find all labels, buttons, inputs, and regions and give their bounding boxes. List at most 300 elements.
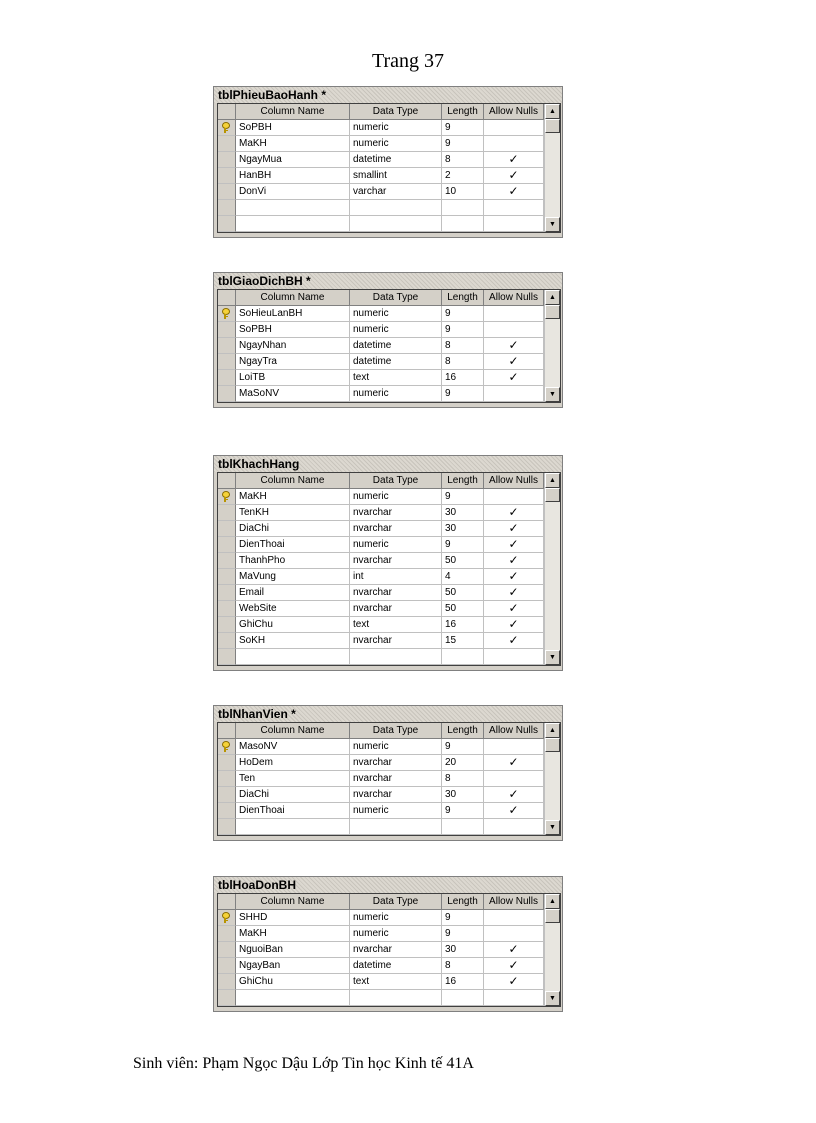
allow-nulls-header[interactable]: Allow Nulls: [484, 473, 544, 489]
scrollbar-thumb[interactable]: [545, 305, 560, 319]
empty-cell[interactable]: [484, 990, 544, 1006]
panel-bottom-edge: [214, 836, 562, 840]
column-name-cell[interactable]: NgayTra: [236, 354, 350, 370]
column-name-cell[interactable]: DonVi: [236, 184, 350, 200]
data-type-cell[interactable]: nvarchar: [350, 942, 442, 958]
panel-bottom-edge: [214, 403, 562, 407]
scrollbar-thumb[interactable]: [545, 909, 560, 923]
length-cell[interactable]: 8: [442, 152, 484, 168]
length-cell[interactable]: 9: [442, 120, 484, 136]
table-row[interactable]: [218, 386, 560, 402]
length-cell[interactable]: 9: [442, 489, 484, 505]
allow-nulls-header[interactable]: Allow Nulls: [484, 894, 544, 910]
primary-key-icon: [221, 308, 231, 319]
length-cell[interactable]: 16: [442, 370, 484, 386]
table-row[interactable]: [218, 910, 560, 926]
allow-nulls-cell[interactable]: [484, 633, 544, 649]
data-type-cell[interactable]: datetime: [350, 152, 442, 168]
allow-nulls-cell[interactable]: [484, 617, 544, 633]
table-row[interactable]: [218, 958, 560, 974]
length-cell[interactable]: 2: [442, 168, 484, 184]
data-type-cell[interactable]: nvarchar: [350, 633, 442, 649]
panel-bottom-edge: [214, 666, 562, 670]
data-type-cell[interactable]: numeric: [350, 489, 442, 505]
table-title[interactable]: tblGiaoDichBH *: [214, 273, 562, 289]
check-icon: ✓: [508, 755, 519, 769]
row-selector[interactable]: [218, 974, 236, 990]
row-selector[interactable]: [218, 755, 236, 771]
data-type-header[interactable]: Data Type: [350, 473, 442, 489]
column-name-cell[interactable]: MaVung: [236, 569, 350, 585]
length-cell[interactable]: 30: [442, 505, 484, 521]
length-header[interactable]: Length: [442, 104, 484, 120]
allow-nulls-cell[interactable]: [484, 354, 544, 370]
empty-cell[interactable]: [442, 649, 484, 665]
column-name-cell[interactable]: DienThoai: [236, 537, 350, 553]
data-type-cell[interactable]: nvarchar: [350, 787, 442, 803]
column-name-cell[interactable]: SoKH: [236, 633, 350, 649]
empty-cell[interactable]: [236, 990, 350, 1006]
allow-nulls-cell[interactable]: [484, 958, 544, 974]
length-cell[interactable]: 30: [442, 942, 484, 958]
data-type-header[interactable]: Data Type: [350, 104, 442, 120]
blank-row[interactable]: [218, 819, 560, 835]
length-cell[interactable]: 8: [442, 958, 484, 974]
row-selector[interactable]: [218, 216, 236, 232]
row-selector[interactable]: [218, 386, 236, 402]
row-selector-header: [218, 104, 236, 120]
allow-nulls-cell[interactable]: [484, 322, 544, 338]
data-type-cell[interactable]: numeric: [350, 537, 442, 553]
length-cell[interactable]: 10: [442, 184, 484, 200]
allow-nulls-cell[interactable]: [484, 386, 544, 402]
empty-cell[interactable]: [442, 200, 484, 216]
check-icon: ✓: [508, 184, 519, 198]
empty-cell[interactable]: [350, 649, 442, 665]
data-type-cell[interactable]: text: [350, 974, 442, 990]
blank-row[interactable]: [218, 200, 560, 216]
allow-nulls-cell[interactable]: [484, 370, 544, 386]
table-row[interactable]: [218, 322, 560, 338]
row-selector[interactable]: [218, 537, 236, 553]
column-name-cell[interactable]: NgayMua: [236, 152, 350, 168]
row-selector[interactable]: [218, 803, 236, 819]
row-selector[interactable]: [218, 633, 236, 649]
data-type-cell[interactable]: numeric: [350, 926, 442, 942]
table-row[interactable]: [218, 803, 560, 819]
length-cell[interactable]: 15: [442, 633, 484, 649]
empty-cell[interactable]: [442, 216, 484, 232]
data-type-cell[interactable]: datetime: [350, 338, 442, 354]
table-panel: [213, 272, 563, 408]
column-name-header[interactable]: Column Name: [236, 723, 350, 739]
blank-row[interactable]: [218, 216, 560, 232]
column-name-cell[interactable]: HanBH: [236, 168, 350, 184]
check-icon: ✓: [508, 152, 519, 166]
allow-nulls-header[interactable]: Allow Nulls: [484, 290, 544, 306]
row-selector[interactable]: [218, 152, 236, 168]
length-cell[interactable]: 9: [442, 136, 484, 152]
data-type-cell[interactable]: nvarchar: [350, 521, 442, 537]
allow-nulls-cell[interactable]: [484, 537, 544, 553]
column-name-cell[interactable]: Email: [236, 585, 350, 601]
key-tooth: [226, 920, 228, 921]
primary-key-icon: [221, 122, 231, 133]
table-title[interactable]: tblHoaDonBH: [214, 877, 562, 893]
allow-nulls-cell[interactable]: [484, 601, 544, 617]
vertical-scrollbar[interactable]: [544, 723, 560, 835]
row-selector[interactable]: [218, 926, 236, 942]
scrollbar-thumb[interactable]: [545, 119, 560, 133]
column-name-cell[interactable]: Ten: [236, 771, 350, 787]
allow-nulls-cell[interactable]: [484, 168, 544, 184]
table-row[interactable]: [218, 771, 560, 787]
row-selector[interactable]: [218, 184, 236, 200]
empty-cell[interactable]: [236, 216, 350, 232]
data-type-cell[interactable]: nvarchar: [350, 585, 442, 601]
length-cell[interactable]: 8: [442, 338, 484, 354]
column-name-cell[interactable]: NgayNhan: [236, 338, 350, 354]
check-icon: ✓: [508, 617, 519, 631]
data-type-cell[interactable]: int: [350, 569, 442, 585]
key-tooth: [226, 499, 228, 500]
table-row[interactable]: [218, 370, 560, 386]
allow-nulls-cell[interactable]: [484, 569, 544, 585]
check-icon: ✓: [508, 521, 519, 535]
row-selector[interactable]: [218, 601, 236, 617]
row-selector[interactable]: [218, 958, 236, 974]
length-header[interactable]: Length: [442, 473, 484, 489]
allow-nulls-cell[interactable]: [484, 120, 544, 136]
table-panel: [213, 876, 563, 1012]
column-name-cell[interactable]: MaSoNV: [236, 386, 350, 402]
length-cell[interactable]: 16: [442, 617, 484, 633]
row-selector[interactable]: [218, 370, 236, 386]
table-panel: [213, 455, 563, 671]
row-selector[interactable]: [218, 521, 236, 537]
column-grid: [217, 103, 561, 233]
empty-cell[interactable]: [350, 216, 442, 232]
allow-nulls-cell[interactable]: [484, 755, 544, 771]
row-selector[interactable]: [218, 306, 236, 322]
row-selector[interactable]: [218, 505, 236, 521]
column-name-header[interactable]: Column Name: [236, 104, 350, 120]
allow-nulls-header[interactable]: Allow Nulls: [484, 723, 544, 739]
check-icon: ✓: [508, 354, 519, 368]
length-cell[interactable]: 8: [442, 354, 484, 370]
length-header[interactable]: Length: [442, 723, 484, 739]
blank-row[interactable]: [218, 649, 560, 665]
panel-bottom-edge: [214, 1007, 562, 1011]
row-selector[interactable]: [218, 942, 236, 958]
column-name-cell[interactable]: SoPBH: [236, 120, 350, 136]
table-row[interactable]: [218, 521, 560, 537]
table-row[interactable]: [218, 585, 560, 601]
table-row[interactable]: [218, 168, 560, 184]
scroll-up-arrow-icon[interactable]: ▲: [545, 894, 560, 909]
table-row[interactable]: [218, 505, 560, 521]
column-name-cell[interactable]: DienThoai: [236, 803, 350, 819]
table-row[interactable]: [218, 926, 560, 942]
column-name-header[interactable]: Column Name: [236, 894, 350, 910]
allow-nulls-cell[interactable]: [484, 184, 544, 200]
table-row[interactable]: [218, 489, 560, 505]
vertical-scrollbar[interactable]: [544, 894, 560, 1006]
row-selector[interactable]: [218, 354, 236, 370]
row-selector[interactable]: [218, 168, 236, 184]
allow-nulls-cell[interactable]: [484, 771, 544, 787]
empty-cell[interactable]: [442, 990, 484, 1006]
row-selector[interactable]: [218, 200, 236, 216]
scroll-down-arrow-icon[interactable]: ▼: [545, 991, 560, 1006]
column-name-cell[interactable]: GhiChu: [236, 617, 350, 633]
table-title[interactable]: tblPhieuBaoHanh *: [214, 87, 562, 103]
data-type-cell[interactable]: numeric: [350, 120, 442, 136]
allow-nulls-cell[interactable]: [484, 974, 544, 990]
row-selector[interactable]: [218, 553, 236, 569]
column-grid: [217, 472, 561, 666]
row-selector-header: [218, 473, 236, 489]
length-cell[interactable]: 9: [442, 386, 484, 402]
length-cell[interactable]: 4: [442, 569, 484, 585]
row-selector[interactable]: [218, 585, 236, 601]
length-cell[interactable]: 9: [442, 739, 484, 755]
column-name-cell[interactable]: MasoNV: [236, 739, 350, 755]
data-type-cell[interactable]: datetime: [350, 958, 442, 974]
data-type-cell[interactable]: numeric: [350, 803, 442, 819]
scrollbar-thumb[interactable]: [545, 488, 560, 502]
data-type-cell[interactable]: nvarchar: [350, 601, 442, 617]
length-cell[interactable]: 50: [442, 553, 484, 569]
check-icon: ✓: [508, 787, 519, 801]
data-type-header[interactable]: Data Type: [350, 894, 442, 910]
allow-nulls-cell[interactable]: [484, 787, 544, 803]
column-name-cell[interactable]: MaKH: [236, 926, 350, 942]
column-name-cell[interactable]: WebSite: [236, 601, 350, 617]
table-row[interactable]: [218, 601, 560, 617]
column-name-cell[interactable]: SoPBH: [236, 322, 350, 338]
table-row[interactable]: [218, 739, 560, 755]
length-cell[interactable]: 20: [442, 755, 484, 771]
table-row[interactable]: [218, 537, 560, 553]
data-type-header[interactable]: Data Type: [350, 290, 442, 306]
length-cell[interactable]: 9: [442, 910, 484, 926]
check-icon: ✓: [508, 168, 519, 182]
data-type-cell[interactable]: text: [350, 617, 442, 633]
grid-header-row: [218, 290, 560, 306]
allow-nulls-cell[interactable]: [484, 910, 544, 926]
data-type-cell[interactable]: smallint: [350, 168, 442, 184]
table-row[interactable]: [218, 184, 560, 200]
vertical-scrollbar[interactable]: [544, 290, 560, 402]
check-icon: ✓: [508, 569, 519, 583]
allow-nulls-cell[interactable]: [484, 306, 544, 322]
length-cell[interactable]: 50: [442, 601, 484, 617]
allow-nulls-cell[interactable]: [484, 553, 544, 569]
data-type-cell[interactable]: numeric: [350, 322, 442, 338]
empty-cell[interactable]: [484, 819, 544, 835]
scroll-up-arrow-icon[interactable]: ▲: [545, 473, 560, 488]
table-row[interactable]: [218, 617, 560, 633]
length-header[interactable]: Length: [442, 894, 484, 910]
data-type-cell[interactable]: nvarchar: [350, 771, 442, 787]
data-type-header[interactable]: Data Type: [350, 723, 442, 739]
allow-nulls-cell[interactable]: [484, 521, 544, 537]
table-row[interactable]: [218, 553, 560, 569]
column-name-cell[interactable]: GhiChu: [236, 974, 350, 990]
table-row[interactable]: [218, 942, 560, 958]
row-selector[interactable]: [218, 990, 236, 1006]
row-selector-header: [218, 894, 236, 910]
data-type-cell[interactable]: numeric: [350, 306, 442, 322]
allow-nulls-cell[interactable]: [484, 585, 544, 601]
allow-nulls-header[interactable]: Allow Nulls: [484, 104, 544, 120]
scroll-up-arrow-icon[interactable]: ▲: [545, 104, 560, 119]
empty-cell[interactable]: [236, 649, 350, 665]
row-selector[interactable]: [218, 787, 236, 803]
table-row[interactable]: [218, 120, 560, 136]
column-name-cell[interactable]: LoiTB: [236, 370, 350, 386]
empty-cell[interactable]: [484, 649, 544, 665]
table-row[interactable]: [218, 787, 560, 803]
length-cell[interactable]: 9: [442, 803, 484, 819]
table-row[interactable]: [218, 755, 560, 771]
column-name-cell[interactable]: MaKH: [236, 489, 350, 505]
row-selector[interactable]: [218, 322, 236, 338]
check-icon: ✓: [508, 505, 519, 519]
column-name-cell[interactable]: DiaChi: [236, 521, 350, 537]
table-row[interactable]: [218, 306, 560, 322]
row-selector[interactable]: [218, 569, 236, 585]
vertical-scrollbar[interactable]: [544, 473, 560, 665]
length-header[interactable]: Length: [442, 290, 484, 306]
data-type-cell[interactable]: numeric: [350, 910, 442, 926]
column-name-header[interactable]: Column Name: [236, 290, 350, 306]
allow-nulls-cell[interactable]: [484, 942, 544, 958]
column-name-cell[interactable]: TenKH: [236, 505, 350, 521]
row-selector[interactable]: [218, 819, 236, 835]
primary-key-icon: [221, 491, 231, 502]
table-row[interactable]: [218, 569, 560, 585]
allow-nulls-cell[interactable]: [484, 136, 544, 152]
scroll-down-arrow-icon[interactable]: ▼: [545, 820, 560, 835]
length-cell[interactable]: 9: [442, 322, 484, 338]
column-name-cell[interactable]: HoDem: [236, 755, 350, 771]
vertical-scrollbar[interactable]: [544, 104, 560, 232]
data-type-cell[interactable]: nvarchar: [350, 553, 442, 569]
column-name-cell[interactable]: DiaChi: [236, 787, 350, 803]
grid-header-row: [218, 894, 560, 910]
table-row[interactable]: [218, 136, 560, 152]
empty-cell[interactable]: [350, 990, 442, 1006]
row-selector[interactable]: [218, 338, 236, 354]
data-type-cell[interactable]: varchar: [350, 184, 442, 200]
row-selector[interactable]: [218, 739, 236, 755]
table-panel: [213, 86, 563, 238]
check-icon: ✓: [508, 537, 519, 551]
column-name-cell[interactable]: SoHieuLanBH: [236, 306, 350, 322]
row-selector-header: [218, 723, 236, 739]
length-cell[interactable]: 9: [442, 926, 484, 942]
allow-nulls-cell[interactable]: [484, 152, 544, 168]
length-cell[interactable]: 30: [442, 787, 484, 803]
check-icon: ✓: [508, 601, 519, 615]
allow-nulls-cell[interactable]: [484, 489, 544, 505]
data-type-cell[interactable]: numeric: [350, 386, 442, 402]
grid-header-row: [218, 473, 560, 489]
length-cell[interactable]: 9: [442, 537, 484, 553]
allow-nulls-cell[interactable]: [484, 926, 544, 942]
allow-nulls-cell[interactable]: [484, 338, 544, 354]
row-selector[interactable]: [218, 649, 236, 665]
column-name-cell[interactable]: ThanhPho: [236, 553, 350, 569]
scroll-up-arrow-icon[interactable]: ▲: [545, 290, 560, 305]
row-selector[interactable]: [218, 136, 236, 152]
empty-cell[interactable]: [350, 819, 442, 835]
empty-cell[interactable]: [442, 819, 484, 835]
data-type-cell[interactable]: nvarchar: [350, 755, 442, 771]
table-title[interactable]: tblNhanVien *: [214, 706, 562, 722]
table-title[interactable]: tblKhachHang: [214, 456, 562, 472]
data-type-cell[interactable]: nvarchar: [350, 505, 442, 521]
length-cell[interactable]: 16: [442, 974, 484, 990]
length-cell[interactable]: 30: [442, 521, 484, 537]
column-name-header[interactable]: Column Name: [236, 473, 350, 489]
row-selector[interactable]: [218, 617, 236, 633]
length-cell[interactable]: 8: [442, 771, 484, 787]
column-name-cell[interactable]: NgayBan: [236, 958, 350, 974]
allow-nulls-cell[interactable]: [484, 739, 544, 755]
empty-cell[interactable]: [236, 200, 350, 216]
allow-nulls-cell[interactable]: [484, 803, 544, 819]
empty-cell[interactable]: [236, 819, 350, 835]
data-type-cell[interactable]: numeric: [350, 136, 442, 152]
check-icon: ✓: [508, 974, 519, 988]
table-row[interactable]: [218, 338, 560, 354]
column-name-cell[interactable]: MaKH: [236, 136, 350, 152]
scroll-down-arrow-icon[interactable]: ▼: [545, 650, 560, 665]
column-name-cell[interactable]: NguoiBan: [236, 942, 350, 958]
data-type-cell[interactable]: numeric: [350, 739, 442, 755]
column-name-cell[interactable]: SHHD: [236, 910, 350, 926]
blank-row[interactable]: [218, 990, 560, 1006]
data-type-cell[interactable]: datetime: [350, 354, 442, 370]
check-icon: ✓: [508, 338, 519, 352]
table-row[interactable]: [218, 974, 560, 990]
row-selector[interactable]: [218, 120, 236, 136]
primary-key-icon: [221, 912, 231, 923]
table-row[interactable]: [218, 633, 560, 649]
data-type-cell[interactable]: text: [350, 370, 442, 386]
table-row[interactable]: [218, 354, 560, 370]
check-icon: ✓: [508, 370, 519, 384]
table-row[interactable]: [218, 152, 560, 168]
length-cell[interactable]: 9: [442, 306, 484, 322]
allow-nulls-cell[interactable]: [484, 505, 544, 521]
scroll-down-arrow-icon[interactable]: ▼: [545, 387, 560, 402]
scroll-up-arrow-icon[interactable]: ▲: [545, 723, 560, 738]
scrollbar-thumb[interactable]: [545, 738, 560, 752]
length-cell[interactable]: 50: [442, 585, 484, 601]
empty-cell[interactable]: [350, 200, 442, 216]
empty-cell[interactable]: [484, 200, 544, 216]
scroll-down-arrow-icon[interactable]: ▼: [545, 217, 560, 232]
row-selector[interactable]: [218, 771, 236, 787]
row-selector[interactable]: [218, 910, 236, 926]
row-selector[interactable]: [218, 489, 236, 505]
page-footer: Sinh viên: Phạm Ngọc Dậu Lớp Tin học Kinh tế 41A: [133, 1055, 474, 1072]
empty-cell[interactable]: [484, 216, 544, 232]
